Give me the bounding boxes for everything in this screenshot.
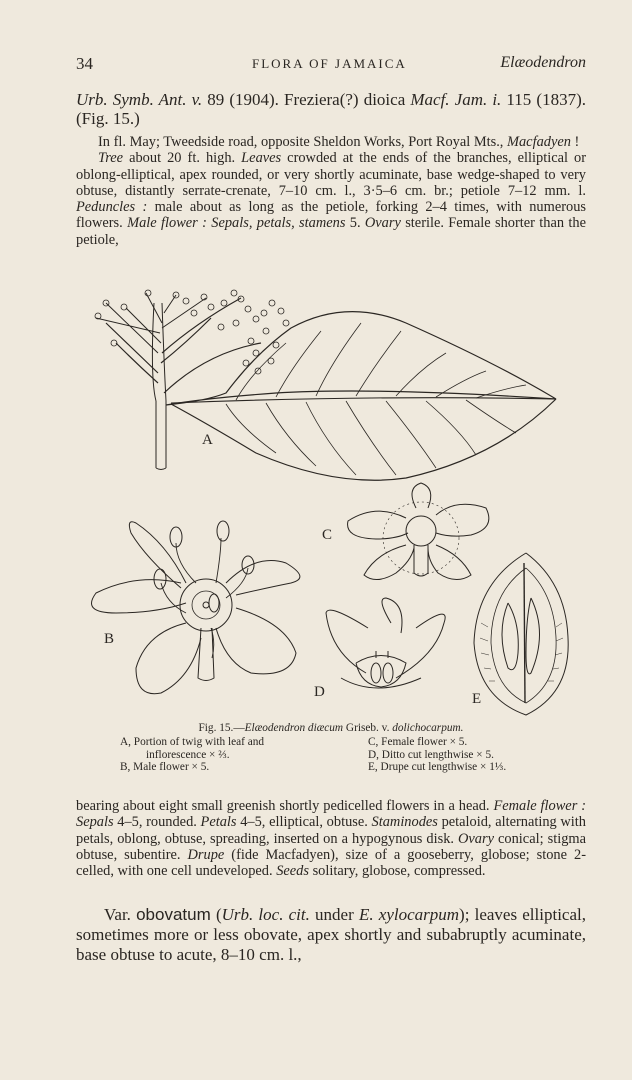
peduncles-text: male about as long as the petiole, forking 2–4 times, with numerous flowers. xyxy=(76,199,586,232)
caption-variety: dolichocarpum. xyxy=(392,722,464,734)
caption-item-b: B, Male flower × 5. xyxy=(120,760,210,773)
leaves-label: Leaves xyxy=(241,150,282,167)
locality-text: In fl. May; Tweedside road, opposite Sheldon Works, Port Royal Mts., xyxy=(98,134,507,150)
male-flower-text: 5. xyxy=(345,215,365,232)
figure-label-c: C xyxy=(322,527,333,543)
leaves-text: crowded at the ends of the branches, elliptical or oblong-elliptical, apex rounded, or very shortly acuminate, base wedge-shaped to very obtuse, distantly serrate-crenate, 7–10 cm. l., 3·5–6 cm. br.; petiole 7–12 mm. l. xyxy=(76,150,586,199)
tree-label: Tree xyxy=(98,150,124,167)
caption-title xyxy=(76,722,586,734)
variety-ref-under: under xyxy=(309,905,359,924)
running-title: FLORA OF JAMAICA xyxy=(252,56,407,71)
figure-b-male-flower xyxy=(92,521,300,694)
ref-text-1: 89 (1904). Freziera(?) dioica xyxy=(202,90,411,109)
caption-item-c: C, Female flower × 5. xyxy=(368,736,468,749)
male-flower-label: Male flower : Sepals, petals, stamens xyxy=(127,215,346,232)
caption-prefix: Fig. 15.— xyxy=(198,722,245,734)
caption-item-a: A, Portion of twig with leaf and xyxy=(120,736,265,749)
figure-a-twig xyxy=(95,290,556,480)
description-part-2 xyxy=(76,798,586,879)
figure-c-female-flower xyxy=(348,483,489,580)
variety-prefix: Var. xyxy=(104,905,137,924)
caption-mid: Griseb. v. xyxy=(343,722,393,734)
sepals-label: Sepals xyxy=(76,814,114,831)
figure-caption xyxy=(76,722,586,773)
tree-text: about 20 ft. high. xyxy=(123,150,242,167)
ref-urban: Urb. Symb. Ant. v. xyxy=(76,90,203,109)
variety-paragraph xyxy=(76,905,586,965)
female-flower-label: Female flower : xyxy=(493,798,586,814)
female-ovary-text: conical; stigma obtuse, subentire. xyxy=(76,830,586,863)
female-ovary-label: Ovary xyxy=(458,830,494,847)
figure-label-e: E xyxy=(472,691,482,707)
caption-item-a-cont: inflorescence × ⅔. xyxy=(146,748,230,761)
figure-e-drupe xyxy=(474,553,568,715)
variety-ref-open: ( xyxy=(210,905,222,924)
variety-name: obovatum xyxy=(136,905,211,924)
page-header xyxy=(76,54,586,76)
ref-text-2: 115 (1837). (Fig. 15.) xyxy=(76,90,586,128)
figure-label-b: B xyxy=(104,631,115,647)
female-intro: bearing about eight small greenish shortly pedicelled flowers in a head. xyxy=(76,798,494,814)
caption-item-e: E, Drupe cut lengthwise × 1⅓. xyxy=(368,760,507,773)
drupe-label: Drupe xyxy=(187,846,225,863)
sepals-text: 4–5, rounded. xyxy=(113,814,201,831)
peduncles-label: Peduncles : xyxy=(76,199,148,216)
variety-description: ); leaves elliptical, sometimes more or less obovate, apex shortly and subabruptly acuminate, base obtuse to acute, 8–10 cm. l., xyxy=(76,905,586,964)
ovary-label: Ovary xyxy=(364,215,401,232)
caption-species: Elæodendron diæcum xyxy=(244,722,344,734)
caption-item-d: D, Ditto cut lengthwise × 5. xyxy=(368,748,494,761)
running-genus: Elæodendron xyxy=(500,54,586,71)
botanical-figure xyxy=(76,283,586,723)
petals-text: 4–5, elliptical, obtuse. xyxy=(236,814,372,831)
drupe-text: (fide Macfadyen), size of a gooseberry, globose; stone 2-celled, with one cell undeveloped. xyxy=(76,846,586,880)
ref-macfadyen: Macf. Jam. i. xyxy=(410,90,502,109)
variety-ref-species: E. xylocarpum xyxy=(358,905,460,924)
staminodes-label: Staminodes xyxy=(371,814,438,831)
page-number: 34 xyxy=(76,54,93,73)
seeds-text: solitary, globose, compressed. xyxy=(308,863,486,880)
figure-label-d: D xyxy=(314,684,325,700)
petals-label: Petals xyxy=(200,814,237,831)
figure-label-a: A xyxy=(202,432,213,448)
staminodes-text: petaloid, alternating with petals, oblong, obtuse, spreading, inserted on a hypogynous disk. xyxy=(76,814,586,847)
locality-end: ! xyxy=(570,134,580,150)
figure-d-section xyxy=(326,598,445,688)
collector-name: Macfadyen xyxy=(507,134,571,150)
ovary-text: sterile. Female shorter than the petiole, xyxy=(76,215,586,248)
description-part-1 xyxy=(76,134,586,248)
synonymy-reference xyxy=(76,90,586,128)
seeds-label: Seeds xyxy=(276,863,309,880)
inflorescence-buds xyxy=(95,290,289,374)
variety-ref-source: Urb. loc. cit. xyxy=(221,905,310,924)
